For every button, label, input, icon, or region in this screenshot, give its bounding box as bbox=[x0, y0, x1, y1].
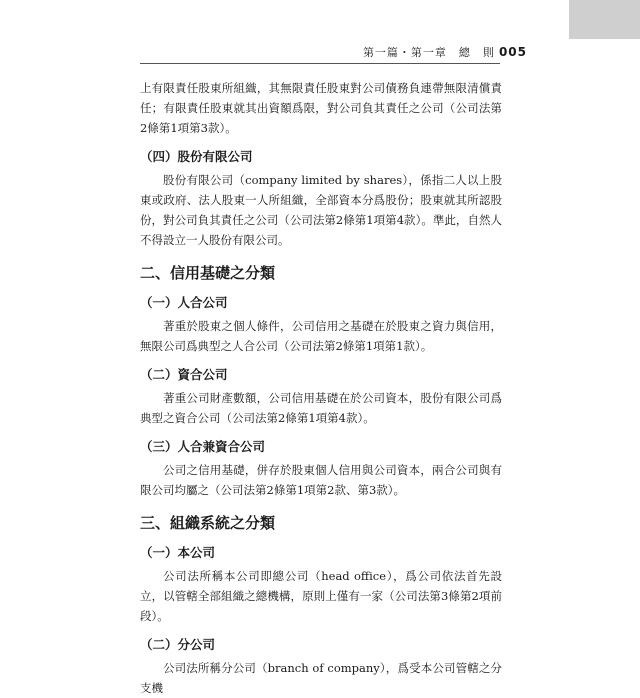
subheading: （四）股份有限公司 bbox=[140, 149, 253, 164]
running-header bbox=[140, 44, 527, 60]
paragraph: 公司之信用基礎，併存於股東個人信用與公司資本，兩合公司與有限公司均屬之（公司法第2條第1項第2款、第3款）。 bbox=[140, 463, 502, 497]
header-title: 第一篇・第一章 總 則 bbox=[362, 46, 495, 59]
paragraph: 上有限責任股東所組織，其無限責任股東對公司債務負連帶無限清償責任；有限責任股東就其出資額爲限，對公司負其責任之公司（公司法第2條第1項第3款）。 bbox=[140, 81, 502, 135]
page-corner-tab bbox=[569, 0, 640, 39]
subheading: （三）人合兼資合公司 bbox=[140, 439, 266, 454]
section-heading: 二、信用基礎之分類 bbox=[140, 264, 276, 282]
header-rule bbox=[140, 63, 500, 64]
subheading: （二）分公司 bbox=[140, 637, 216, 652]
paragraph: 著重公司財產數額，公司信用基礎在於公司資本，股份有限公司爲典型之資合公司（公司法第2條第1項第4款）。 bbox=[140, 391, 502, 425]
section-heading: 三、組織系統之分類 bbox=[140, 514, 276, 532]
page-body bbox=[140, 78, 502, 698]
paragraph: 公司法所稱本公司即總公司（head office），爲公司依法首先設立，以管轄全部組織之總機構，原則上僅有一家（公司法第3條第2項前段）。 bbox=[140, 569, 502, 623]
page-number: 005 bbox=[498, 45, 527, 59]
paragraph: 股份有限公司（company limited by shares），係指二人以上股東或政府、法人股東一人所組織，全部資本分爲股份；股東就其所認股份，對公司負其責任之公司（公司法第2條第1項第4款）。準此，自然人不得設立一人股份有限公司。 bbox=[140, 173, 502, 247]
subheading: （一）本公司 bbox=[140, 545, 216, 560]
paragraph: 著重於股東之個人條件，公司信用之基礎在於股東之資力與信用，無限公司爲典型之人合公司（公司法第2條第1項第1款）。 bbox=[140, 319, 502, 353]
subheading: （二）資合公司 bbox=[140, 367, 228, 382]
subheading: （一）人合公司 bbox=[140, 295, 228, 310]
paragraph: 公司法所稱分公司（branch of company），爲受本公司管轄之分支機 bbox=[140, 661, 502, 695]
